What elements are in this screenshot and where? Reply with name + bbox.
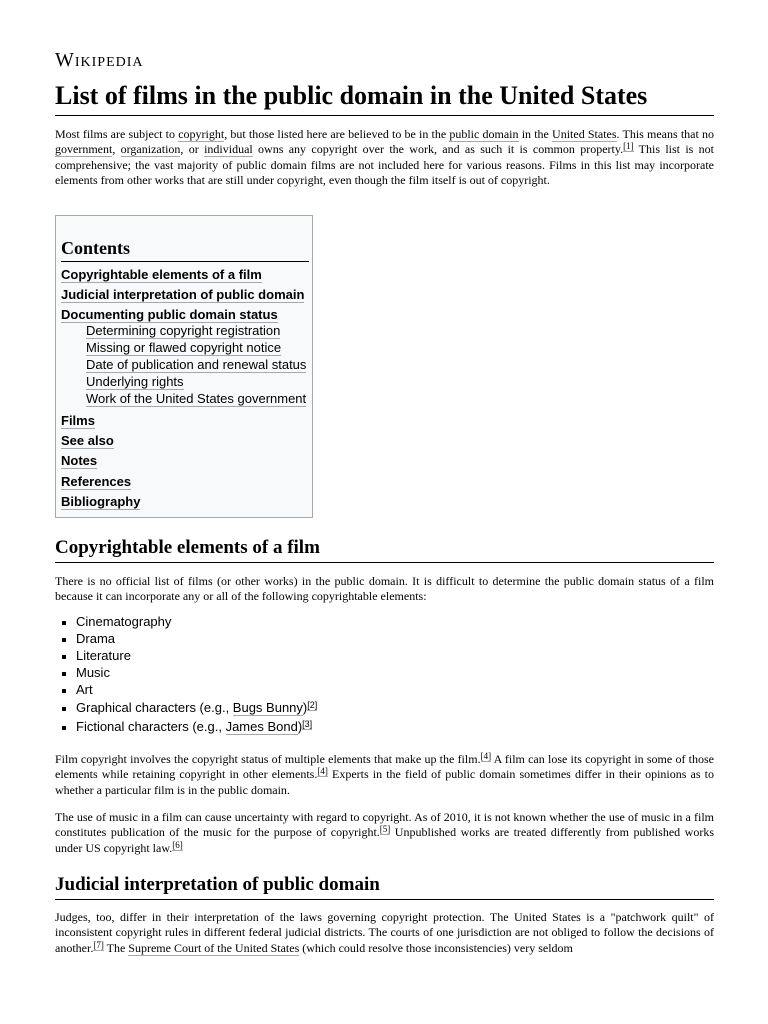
ref-7[interactable]: [7] — [93, 939, 104, 950]
toc-item-notes[interactable]: Notes — [61, 453, 98, 468]
list-item: Cinematography — [55, 614, 171, 629]
list-item: Graphical characters (e.g., Bugs Bunny)[2] — [55, 700, 317, 715]
toc-item-missing-notice[interactable]: Missing or flawed copyright notice — [86, 340, 282, 355]
link-supreme-court[interactable]: Supreme Court of the United States — [128, 940, 300, 955]
music-copyright-paragraph: The use of music in a film can cause uncertainty with regard to copyright. As of 2010, it is not known whether the use of music in a film constitutes publication of the music for the purpose of copyright.[5] Unpublished works are treated differently from published works under US copyright law.[6] — [55, 810, 714, 855]
link-bugs-bunny[interactable]: Bugs Bunny — [232, 700, 303, 715]
toc-item-judicial-interpretation[interactable]: Judicial interpretation of public domain — [61, 287, 305, 302]
ref-3[interactable]: [3] — [302, 719, 313, 729]
intro-paragraph: Most films are subject to copyright, but those listed here are believed to be in the public domain in the United States. This means that no government, organization, or individual owns any copyright over the work, and as such it is common property.[1] This list is not comprehensive; the vast majority of public domain films are not included here for various reasons. Films in this list may incorporate elements from other works that are still under copyright, even though the film itself is out of copyright. — [55, 127, 714, 187]
copyrightable-paragraph: There is no official list of films (or other works) in the public domain. It is difficult to determine the public domain status of a film because it can incorporate any or all of the following copyrightable elements: — [55, 574, 714, 604]
toc-item-films[interactable]: Films — [61, 413, 95, 428]
wikipedia-logo[interactable]: Wikipedia — [55, 49, 144, 71]
ref-1[interactable]: [1] — [623, 141, 634, 152]
ref-5[interactable]: [5] — [379, 824, 391, 835]
list-item: Fictional characters (e.g., James Bond)[3] — [55, 719, 312, 734]
judicial-paragraph: Judges, too, differ in their interpretation of the laws governing copyright protection. The United States is a "patchwork quilt" of inconsistent copyright rules in different federal judicial districts. The courts of one jurisdiction are not obliged to follow the decisions of another.[7] The Supreme Court of the United States (which could resolve those inconsistencies) very seldom — [55, 910, 714, 955]
toc-item-references[interactable]: References — [61, 474, 132, 489]
film-copyright-paragraph: Film copyright involves the copyright status of multiple elements that make up the film.[4] A film can lose its copyright in some of those elements while retaining copyright in other elements.[4] Experts in the field of public domain sometimes differ in their opinions as to whether a particular film is in the public domain. — [55, 751, 715, 797]
ref-2[interactable]: [2] — [307, 700, 318, 710]
link-organization[interactable]: organization — [120, 142, 181, 157]
toc-item-underlying-rights[interactable]: Underlying rights — [86, 374, 184, 389]
ref-4[interactable]: [4] — [317, 766, 328, 777]
toc-item-determining-registration[interactable]: Determining copyright registration — [86, 323, 281, 338]
link-copyright[interactable]: copyright — [178, 127, 225, 141]
section-heading-copyrightable-elements: Copyrightable elements of a film — [55, 536, 714, 563]
list-item: Literature — [55, 648, 131, 663]
link-public-domain[interactable]: public domain — [449, 127, 519, 141]
list-item: Music — [55, 665, 110, 680]
toc-item-documenting-status[interactable]: Documenting public domain status — [61, 307, 278, 322]
list-item: Drama — [55, 631, 115, 646]
toc-item-bibliography[interactable]: Bibliography — [61, 494, 141, 509]
page-title: List of films in the public domain in the United States — [55, 80, 714, 116]
toc-item-see-also[interactable]: See also — [61, 433, 114, 448]
table-of-contents — [55, 215, 313, 518]
link-united-states[interactable]: United States — [552, 127, 617, 141]
link-james-bond[interactable]: James Bond — [225, 719, 298, 734]
link-individual[interactable]: individual — [204, 142, 253, 157]
toc-title: Contents — [61, 238, 309, 262]
toc-item-us-government-work[interactable]: Work of the United States government — [86, 391, 307, 406]
section-heading-judicial-interpretation: Judicial interpretation of public domain — [55, 873, 714, 900]
ref-6[interactable]: [6] — [172, 839, 183, 850]
link-government[interactable]: government — [55, 142, 113, 157]
ref-4[interactable]: [4] — [480, 751, 492, 761]
list-item: Art — [55, 682, 93, 697]
toc-item-publication-renewal[interactable]: Date of publication and renewal status — [86, 357, 307, 372]
toc-item-copyrightable-elements[interactable]: Copyrightable elements of a film — [61, 267, 262, 282]
